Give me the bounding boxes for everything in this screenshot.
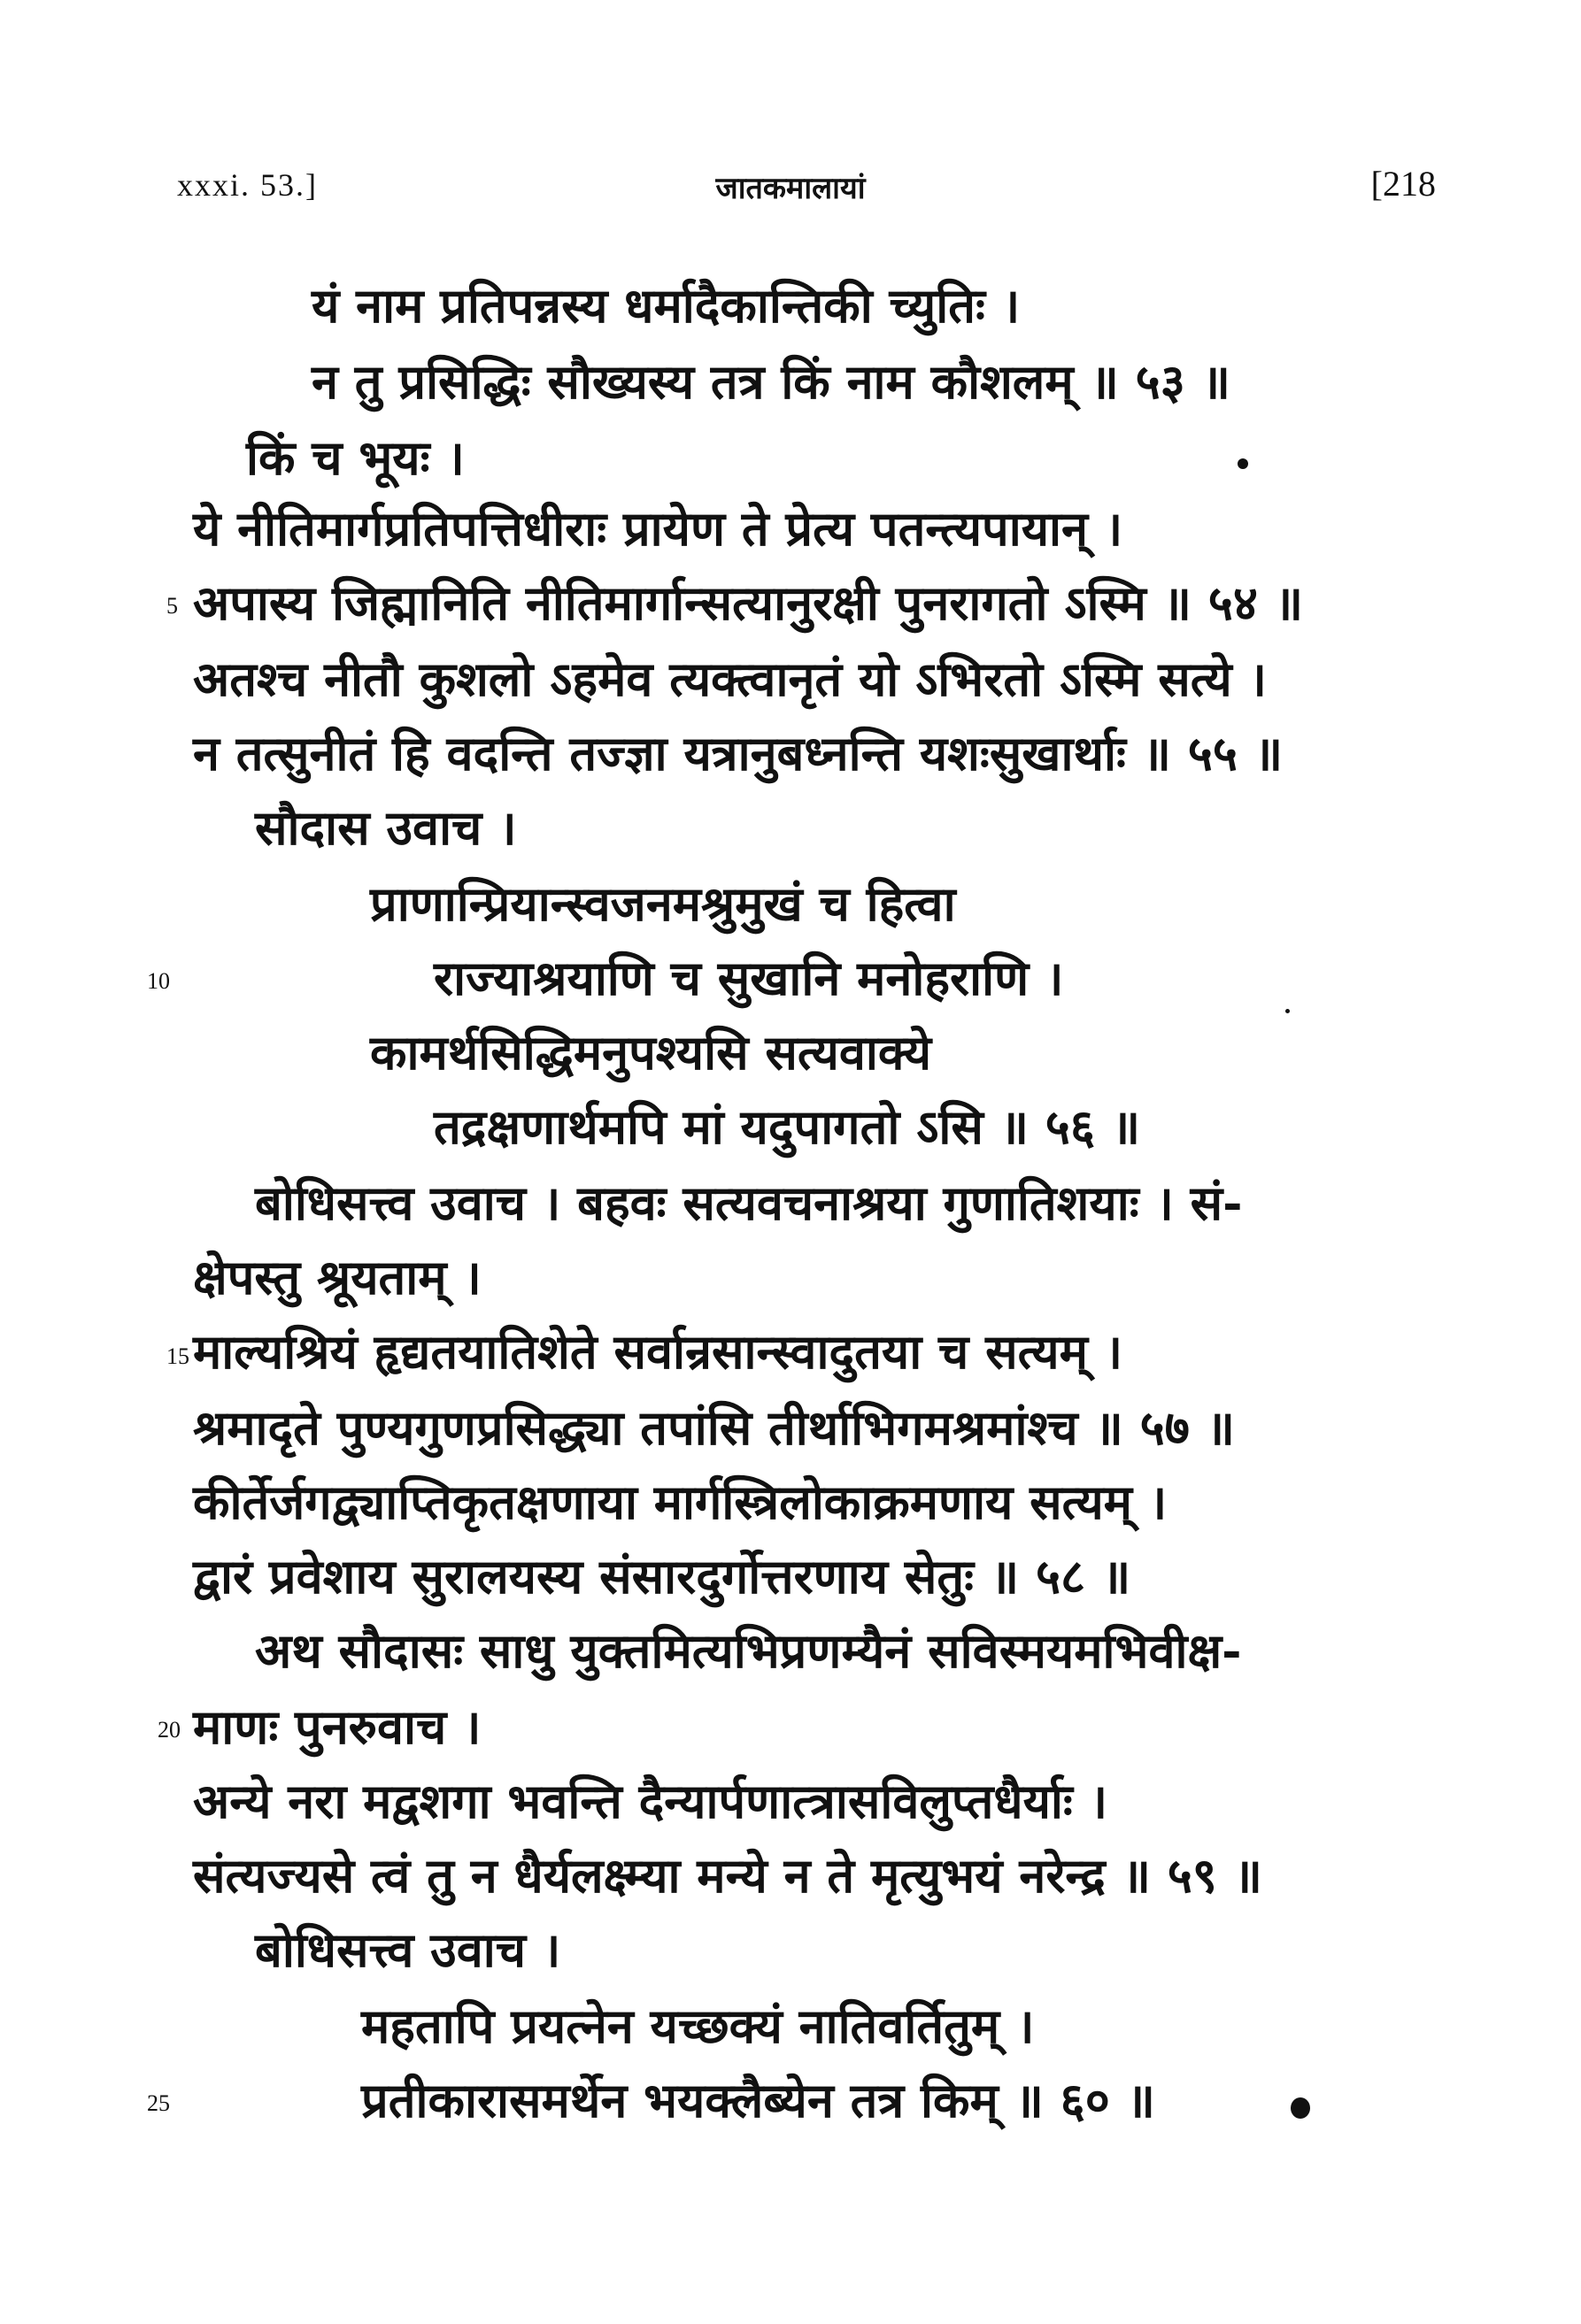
text-line: बोधिसत्त्व उवाच । बहवः सत्यवचनाश्रया गुणातिशयाः । सं- <box>255 1174 1243 1231</box>
text-line: प्रतीकारासमर्थेन भयक्लैब्येन तत्र किम् ॥ ६० ॥ <box>361 2072 1155 2128</box>
text-line: सौदास उवाच । <box>255 799 517 856</box>
text-line: न तत्सुनीतं हि वदन्ति तज्ज्ञा यत्रानुबध्नन्ति यशःसुखार्थाः ॥ ५५ ॥ <box>193 725 1284 781</box>
text-line: कामर्थसिद्धिमनुपश्यसि सत्यवाक्ये <box>370 1024 932 1081</box>
line-number: 20 <box>158 1717 181 1743</box>
line-number: 5 <box>166 593 178 619</box>
text-line: न तु प्रसिद्धिः सौख्यस्य तत्र किं नाम कौशलम् ॥ ५३ ॥ <box>312 353 1230 410</box>
header-running-title: जातकमालायां <box>715 171 866 206</box>
text-line: अतश्च नीतौ कुशलो ऽहमेव त्यक्त्वानृतं यो ऽभिरतो ऽस्मि सत्ये । <box>193 650 1267 707</box>
text-line: तद्रक्षणार्थमपि मां यदुपागतो ऽसि ॥ ५६ ॥ <box>434 1098 1141 1155</box>
text-line: माणः पुनरुवाच । <box>193 1698 482 1755</box>
text-line: कीर्तेर्जगद्व्याप्तिकृतक्षणाया मार्गस्त्रिलोकाक्रमणाय सत्यम् । <box>193 1474 1168 1530</box>
text-line: किं च भूयः । <box>246 429 465 486</box>
text-line: माल्यश्रियं हृद्यतयातिशेते सर्वान्रसान्स्वादुतया च सत्यम् । <box>193 1323 1123 1380</box>
line-number: 25 <box>147 2090 170 2116</box>
line-number: 15 <box>166 1343 189 1369</box>
text-line: श्रमादृते पुण्यगुणप्रसिद्ध्या तपांसि तीर्थाभिगमश्रमांश्च ॥ ५७ ॥ <box>193 1399 1235 1456</box>
text-line: प्राणान्प्रियान्स्वजनमश्रुमुखं च हित्वा <box>370 875 956 932</box>
text-line: अथ सौदासः साधु युक्तमित्यभिप्रणम्यैनं सविस्मयमभिवीक्ष- <box>255 1622 1242 1679</box>
ink-speck <box>1285 1009 1290 1013</box>
text-line: द्वारं प्रवेशाय सुरालयस्य संसारदुर्गोत्तरणाय सेतुः ॥ ५८ ॥ <box>193 1548 1131 1604</box>
ink-speck <box>1238 458 1248 469</box>
line-number: 10 <box>147 968 170 994</box>
text-line: क्षेपस्तु श्रूयताम् । <box>193 1249 482 1305</box>
text-line: अन्ये नरा मद्वशगा भवन्ति दैन्यार्पणात्त्रासविलुप्तधैर्याः । <box>193 1773 1108 1829</box>
text-line: महतापि प्रयत्नेन यच्छक्यं नातिवर्तितुम् । <box>361 1997 1035 2054</box>
text-line: संत्यज्यसे त्वं तु न धैर्यलक्ष्म्या मन्ये न ते मृत्युभयं नरेन्द्र ॥ ५९ ॥ <box>193 1847 1263 1904</box>
header-section-ref: xxxi. 53.] <box>177 167 318 203</box>
text-line: अपास्य जिह्मानिति नीतिमार्गान्सत्यानुरक्षी पुनरागतो ऽस्मि ॥ ५४ ॥ <box>193 574 1304 631</box>
text-line: यं नाम प्रतिपन्नस्य धर्मादैकान्तिकी च्युतिः । <box>312 277 1021 334</box>
header-page-number: [218 <box>1370 164 1436 204</box>
text-line: बोधिसत्त्व उवाच । <box>255 1921 561 1978</box>
text-line: ये नीतिमार्गप्रतिपत्तिधीराः प्रायेण ते प्रेत्य पतन्त्यपायान् । <box>193 500 1123 557</box>
ink-speck <box>1291 2097 1310 2119</box>
text-line: राज्याश्रयाणि च सुखानि मनोहराणि । <box>434 950 1064 1006</box>
